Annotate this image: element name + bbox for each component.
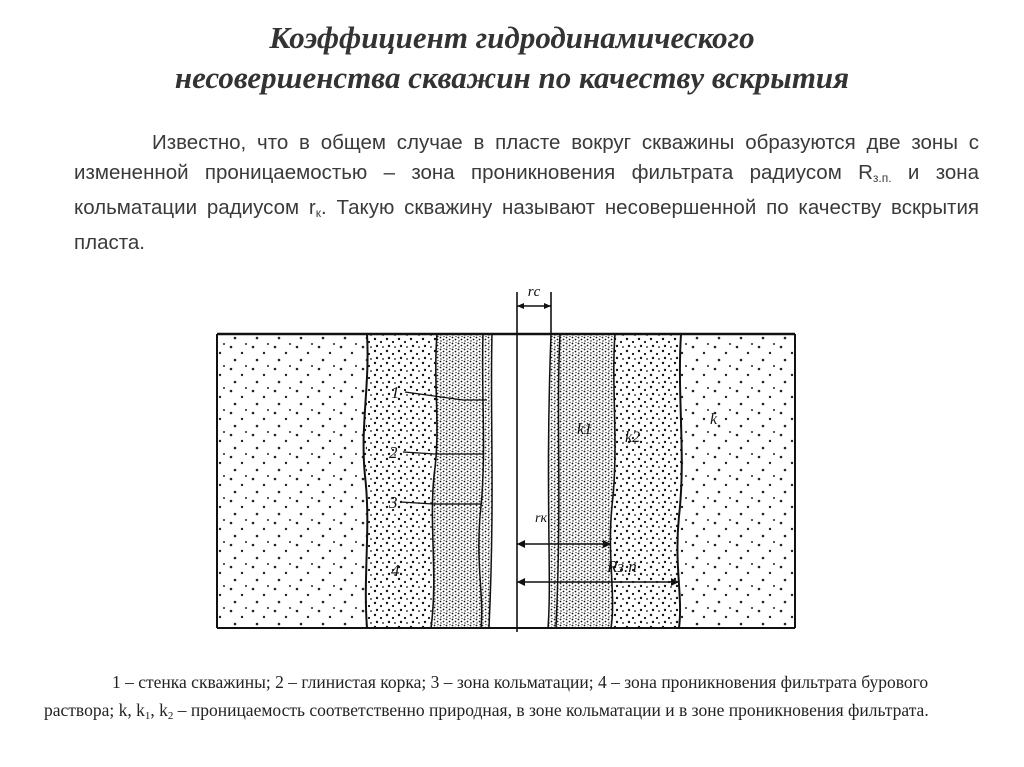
slide-title-line-1: Коэффициент гидродинамического	[269, 20, 755, 55]
intro-paragraph	[74, 128, 979, 258]
colmatation-zone-left	[431, 334, 484, 628]
well-cross-section-diagram	[205, 276, 805, 638]
figure-caption	[44, 668, 984, 730]
slide-title	[0, 18, 1024, 98]
intro-text-2: и зона кольматации радиусом r	[74, 161, 979, 219]
k1-label: k1	[577, 421, 593, 438]
caption-text-1: 1 – стенка скважины; 2 – глинистая корка; 3 – зона кольматации; 4 – зона проникновения фильтрата бурового раствора; k, k	[44, 672, 929, 720]
formation-natural-left	[217, 334, 367, 628]
zone-label-4: 4	[391, 561, 400, 580]
zone-label-1: 1	[391, 383, 400, 402]
intro-subscript-k: к	[315, 206, 321, 220]
caption-subscript-2: 2	[167, 710, 174, 722]
rk-label: rк	[535, 511, 547, 526]
formation-natural-right	[677, 334, 795, 628]
intro-text-1: Известно, что в общем случае в пласте вокруг скважины образуются две зоны с измененной проницаемостью – зона проникновения фильтрата радиусом R	[74, 131, 979, 184]
intro-text-3: . Такую скважину называют несовершенной по качеству вскрытия пласта.	[74, 196, 980, 254]
zone-label-2: 2	[389, 443, 398, 462]
rc-dimension-marker	[517, 284, 551, 309]
caption-text-3: – проницаемость соответственно природная, в зоне кольматации и в зоне проникновения фильтрата.	[173, 700, 929, 720]
intro-subscript-zp: з.п.	[872, 171, 892, 185]
k-label: k	[710, 411, 718, 428]
slide-title-line-2: несовершенства скважин по качеству вскрытия	[174, 60, 850, 95]
rc-label: rс	[527, 284, 541, 300]
colmatation-zone-right	[556, 334, 615, 628]
filtrate-zone-left	[364, 334, 437, 628]
k2-label: k2	[625, 429, 641, 446]
rzp-label: Rз.п	[607, 557, 637, 576]
caption-text-2: , k	[150, 700, 168, 720]
caption-subscript-1: 1	[144, 710, 151, 722]
zone-label-3: 3	[389, 493, 398, 512]
